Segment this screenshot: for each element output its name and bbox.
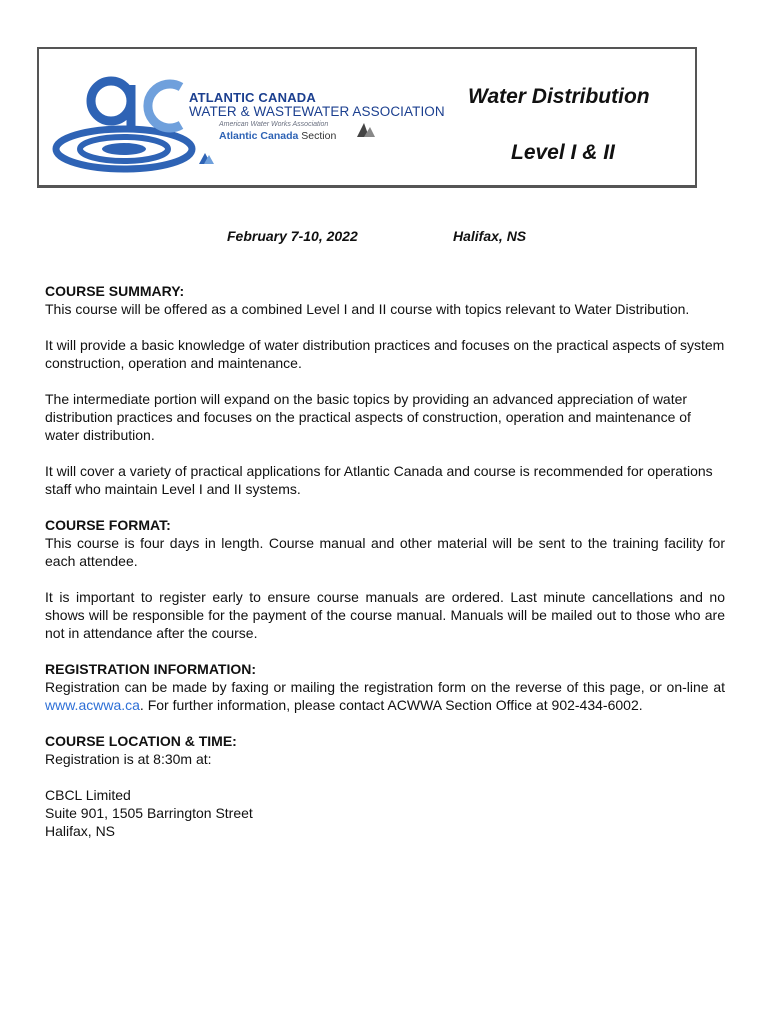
address-line: CBCL Limited (45, 787, 131, 803)
location-heading: COURSE LOCATION & TIME: (45, 733, 237, 749)
org-section-word: Section (298, 130, 337, 142)
format-paragraph: This course is four days in length. Course manual and other material will be sent to the training facility for each attendee. (45, 535, 725, 569)
org-section (219, 130, 336, 142)
registration-heading: REGISTRATION INFORMATION: (45, 661, 257, 677)
format-paragraph: It is important to register early to ensure course manuals are ordered. Last minute cancellations and no shows will be responsible for the payment of the course manual. Manuals will be mailed out to those who are not in attendance after the course. (45, 589, 725, 641)
course-summary-heading: COURSE SUMMARY: (45, 283, 185, 299)
summary-paragraph: The intermediate portion will expand on the basic topics by providing an advanced appreciation of water distribution practices and focuses on the practical aspects of construction, operation and maintenance of water distribution. (45, 391, 691, 443)
website-link[interactable]: www.acwwa.ca (45, 697, 140, 713)
registration-text: Registration can be made by faxing or mailing the registration form on the reverse of this page, or on-line at (45, 679, 725, 695)
course-title-line2: Level I & II (511, 141, 615, 164)
registration-time: Registration is at 8:30m at: (45, 751, 212, 767)
course-details (45, 282, 725, 840)
org-name-line2: WATER & WASTEWATER ASSOCIATION (189, 104, 445, 119)
course-format-heading: COURSE FORMAT: (45, 517, 171, 533)
course-date: February 7-10, 2022 (227, 228, 358, 244)
registration-contact: . For further information, please contact ACWWA Section Office at 902-434-6002. (139, 697, 643, 713)
address-line: Halifax, NS (45, 823, 116, 839)
partner-logo-icon (357, 121, 375, 137)
course-location-city: Halifax, NS (453, 228, 527, 244)
address-line: Suite 901, 1505 Barrington Street (45, 805, 253, 821)
summary-paragraph: It will cover a variety of practical applications for Atlantic Canada and course is recommended for operations staff who maintain Level I and II systems. (45, 463, 713, 497)
summary-paragraph: It will provide a basic knowledge of water distribution practices and focuses on the practical aspects of system construction, operation and maintenance. (45, 337, 725, 371)
registration-paragraph (45, 678, 725, 714)
org-subtitle: American Water Works Association (219, 121, 329, 128)
org-name-line1: ATLANTIC CANADA (189, 90, 316, 105)
org-section-name: Atlantic Canada (219, 130, 299, 142)
header-box (37, 47, 697, 188)
partner-logo (357, 121, 427, 139)
summary-paragraph: This course will be offered as a combined Level I and II course with topics relevant to Water Distribution. (45, 301, 690, 317)
course-title-line1: Water Distribution (468, 85, 650, 108)
